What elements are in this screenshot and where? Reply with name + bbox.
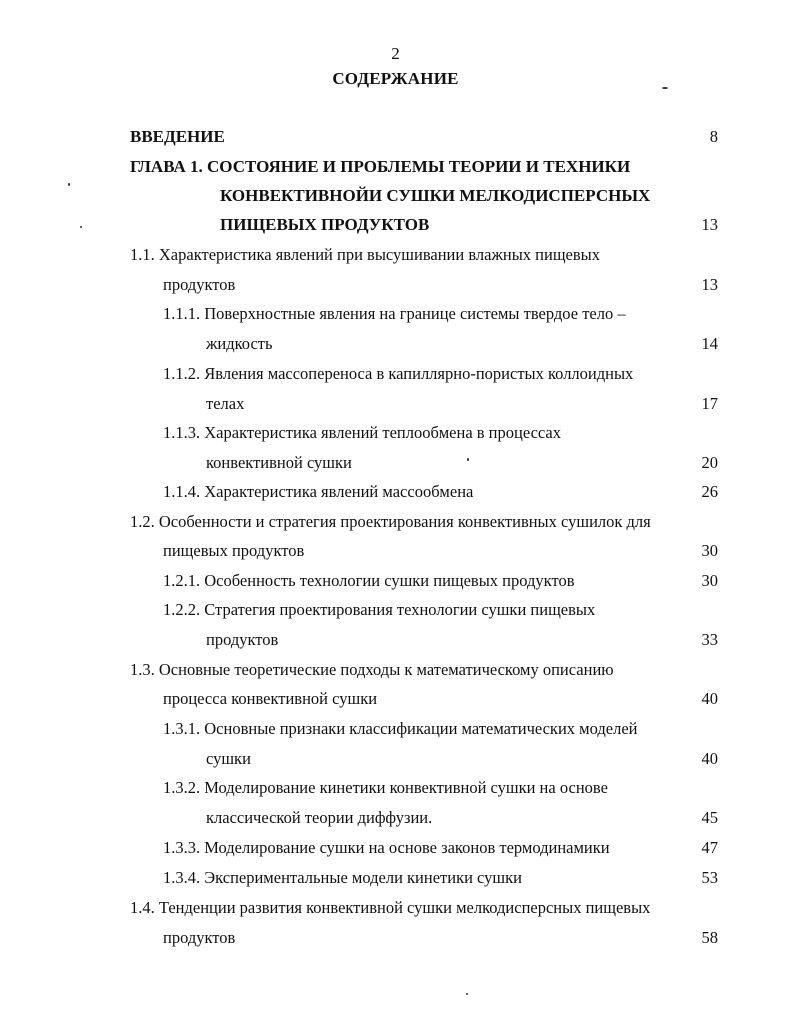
toc-chapter1-line3: ПИЩЕВЫХ ПРОДУКТОВ	[220, 215, 430, 234]
toc-1-1-1-page: 14	[701, 334, 718, 353]
toc-1-3-4-page: 53	[701, 868, 718, 887]
toc-chapter1-line2: КОНВЕКТИВНОЙИ СУШКИ МЕЛКОДИСПЕРСНЫХ	[220, 186, 651, 205]
toc-1-1-3-page: 20	[701, 453, 718, 472]
toc-1-1-page: 13	[701, 275, 718, 294]
toc-1-3-3-line1: 1.3.3. Моделирование сушки на основе законов термодинамики	[163, 838, 610, 857]
toc-1-1-4-page: 26	[701, 482, 718, 501]
toc-chapter1-page: 13	[701, 215, 718, 234]
toc-1-2-1-line1: 1.2.1. Особенность технологии сушки пищевых продуктов	[163, 571, 575, 590]
toc-1-1-line2: продуктов	[163, 275, 236, 294]
toc-1-1-4-line1: 1.1.4. Характеристика явлений массообмена	[163, 482, 474, 501]
toc-1-1-1-line1: 1.1.1. Поверхностные явления на границе системы твердое тело –	[163, 304, 626, 323]
toc-1-3-2-page: 45	[701, 808, 718, 827]
toc-1-3-2-line1: 1.3.2. Моделирование кинетики конвективной сушки на основе	[163, 778, 608, 797]
scan-speck	[466, 993, 468, 995]
toc-1-2-page: 30	[701, 541, 718, 560]
toc-1-1-3-line1: 1.1.3. Характеристика явлений теплообмена в процессах	[163, 423, 561, 442]
toc-1-2-line2: пищевых продуктов	[163, 541, 305, 560]
toc-1-3-3-page: 47	[701, 838, 718, 857]
toc-1-3-line2: процесса конвективной сушки	[163, 689, 378, 708]
toc-1-4-line2: продуктов	[163, 928, 236, 947]
scan-speck	[80, 226, 82, 228]
toc-1-4-page: 58	[701, 928, 718, 947]
toc-1-1-2-line2: телах	[206, 394, 245, 413]
toc-1-3-page: 40	[701, 689, 718, 708]
toc-1-1-1-line2: жидкость	[206, 334, 273, 353]
toc-intro-page: 8	[709, 127, 718, 146]
toc-1-3-1-line1: 1.3.1. Основные признаки классификации математических моделей	[163, 719, 638, 738]
toc-1-2-1-page: 30	[701, 571, 718, 590]
toc-1-3-1-line2: сушки	[206, 749, 251, 768]
toc-1-4-line1: 1.4. Тенденции развития конвективной сушки мелкодисперсных пищевых	[130, 898, 651, 917]
toc-intro-title: ВВЕДЕНИЕ	[130, 127, 225, 146]
toc-chapter1-line1: ГЛАВА 1. СОСТОЯНИЕ И ПРОБЛЕМЫ ТЕОРИИ И ТЕХНИКИ	[130, 157, 631, 176]
toc-1-2-2-line1: 1.2.2. Стратегия проектирования технологии сушки пищевых	[163, 600, 596, 619]
toc-1-2-2-page: 33	[701, 630, 718, 649]
toc-1-1-line1: 1.1. Характеристика явлений при высушивании влажных пищевых	[130, 245, 600, 264]
page-title: СОДЕРЖАНИЕ	[332, 69, 459, 88]
scan-speck	[467, 458, 469, 461]
toc-1-3-1-page: 40	[701, 749, 718, 768]
toc-1-1-2-page: 17	[701, 394, 718, 413]
scan-speck	[662, 87, 668, 89]
toc-1-1-3-line2: конвективной сушки	[206, 453, 352, 472]
toc-1-2-line1: 1.2. Особенности и стратегия проектирования конвективных сушилок для	[130, 512, 651, 531]
toc-1-2-2-line2: продуктов	[206, 630, 279, 649]
toc-1-3-2-line2: классической теории диффузии.	[206, 808, 433, 827]
scan-speck	[68, 183, 70, 186]
page-number: 2	[391, 44, 400, 63]
toc-1-3-4-line1: 1.3.4. Экспериментальные модели кинетики сушки	[163, 868, 522, 887]
toc-1-3-line1: 1.3. Основные теоретические подходы к математическому описанию	[130, 660, 614, 679]
toc-1-1-2-line1: 1.1.2. Явления массопереноса в капиллярно-пористых коллоидных	[163, 364, 634, 383]
